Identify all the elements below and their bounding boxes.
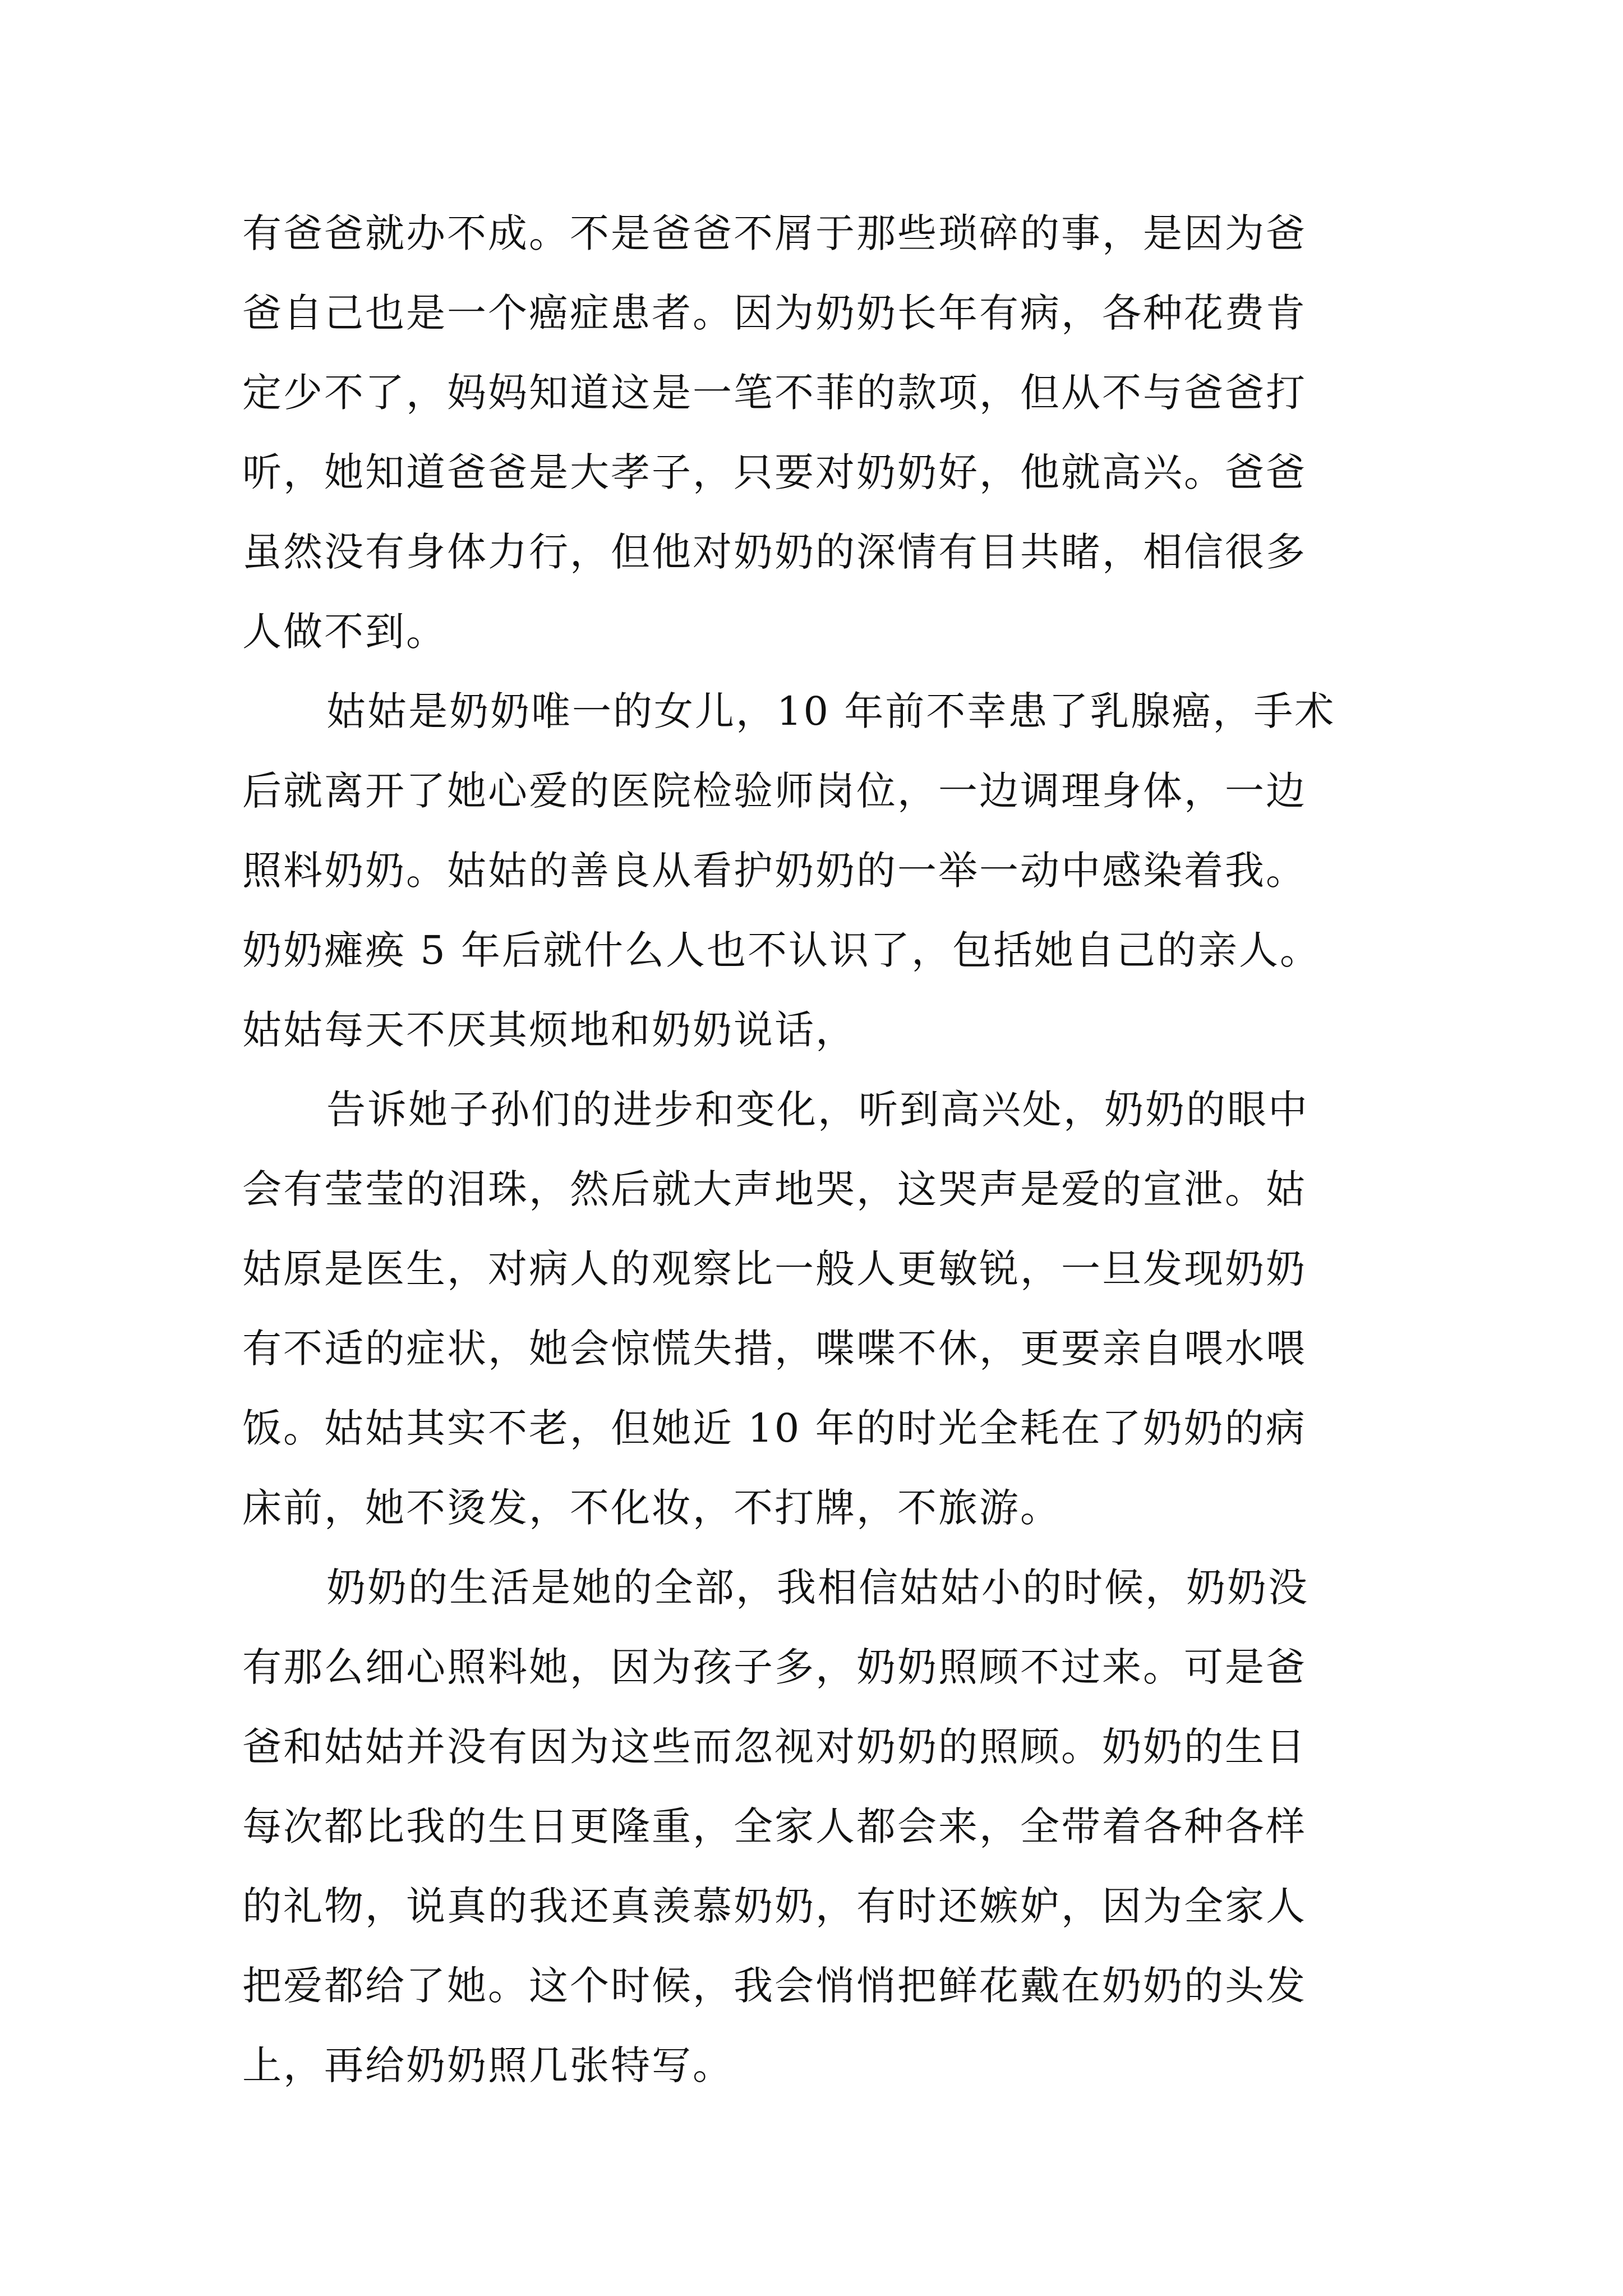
text-line: 的礼物，说真的我还真羡慕奶奶，有时还嫉妒，因为全家人 [242, 1883, 1307, 1929]
text-line: 姑姑是奶奶唯一的女儿，10 年前不幸患了乳腺癌，手术 [326, 688, 1336, 734]
text-line: 奶奶的生活是她的全部，我相信姑姑小的时候，奶奶没 [326, 1565, 1309, 1611]
text-line: 告诉她子孙们的进步和变化，听到高兴处，奶奶的眼中 [326, 1087, 1309, 1133]
paragraph [242, 1070, 1409, 1548]
text-line: 照料奶奶。姑姑的善良从看护奶奶的一举一动中感染着我。 [242, 848, 1307, 894]
text-line: 有那么细心照料她，因为孩子多，奶奶照顾不过来。可是爸 [242, 1644, 1307, 1690]
text-line: 虽然没有身体力行，但他对奶奶的深情有目共睹，相信很多 [242, 529, 1307, 575]
paragraph [242, 671, 1409, 1070]
text-line: 饭。姑姑其实不老，但她近 10 年的时光全耗在了奶奶的病 [242, 1405, 1307, 1451]
paragraph [242, 1548, 1409, 2105]
paragraph [242, 194, 1409, 671]
text-line: 姑姑每天不厌其烦地和奶奶说话， [242, 1007, 856, 1053]
text-line: 听，她知道爸爸是大孝子，只要对奶奶好，他就高兴。爸爸 [242, 449, 1307, 495]
text-line: 爸和姑姑并没有因为这些而忽视对奶奶的照顾。奶奶的生日 [242, 1724, 1307, 1770]
text-line: 床前，她不烫发，不化妆，不打牌，不旅游。 [242, 1485, 1061, 1531]
text-line: 有爸爸就办不成。不是爸爸不屑于那些琐碎的事，是因为爸 [242, 210, 1307, 256]
text-line: 会有莹莹的泪珠，然后就大声地哭，这哭声是爱的宣泄。姑 [242, 1166, 1307, 1212]
text-line: 定少不了，妈妈知道这是一笔不菲的款项，但从不与爸爸打 [242, 370, 1307, 416]
document-body [242, 194, 1409, 2105]
text-line: 人做不到。 [242, 609, 447, 655]
text-line: 后就离开了她心爱的医院检验师岗位，一边调理身体，一边 [242, 768, 1307, 814]
text-line: 每次都比我的生日更隆重，全家人都会来，全带着各种各样 [242, 1803, 1307, 1849]
text-line: 上，再给奶奶照几张特写。 [242, 2042, 734, 2088]
text-line: 把爱都给了她。这个时候，我会悄悄把鲜花戴在奶奶的头发 [242, 1963, 1307, 2009]
text-line: 姑原是医生，对病人的观察比一般人更敏锐，一旦发现奶奶 [242, 1246, 1307, 1292]
text-line: 爸自己也是一个癌症患者。因为奶奶长年有病，各种花费肯 [242, 290, 1307, 336]
text-line: 奶奶瘫痪 5 年后就什么人也不认识了，包括她自己的亲人。 [242, 927, 1321, 973]
text-line: 有不适的症状，她会惊慌失措，喋喋不休，更要亲自喂水喂 [242, 1326, 1307, 1372]
